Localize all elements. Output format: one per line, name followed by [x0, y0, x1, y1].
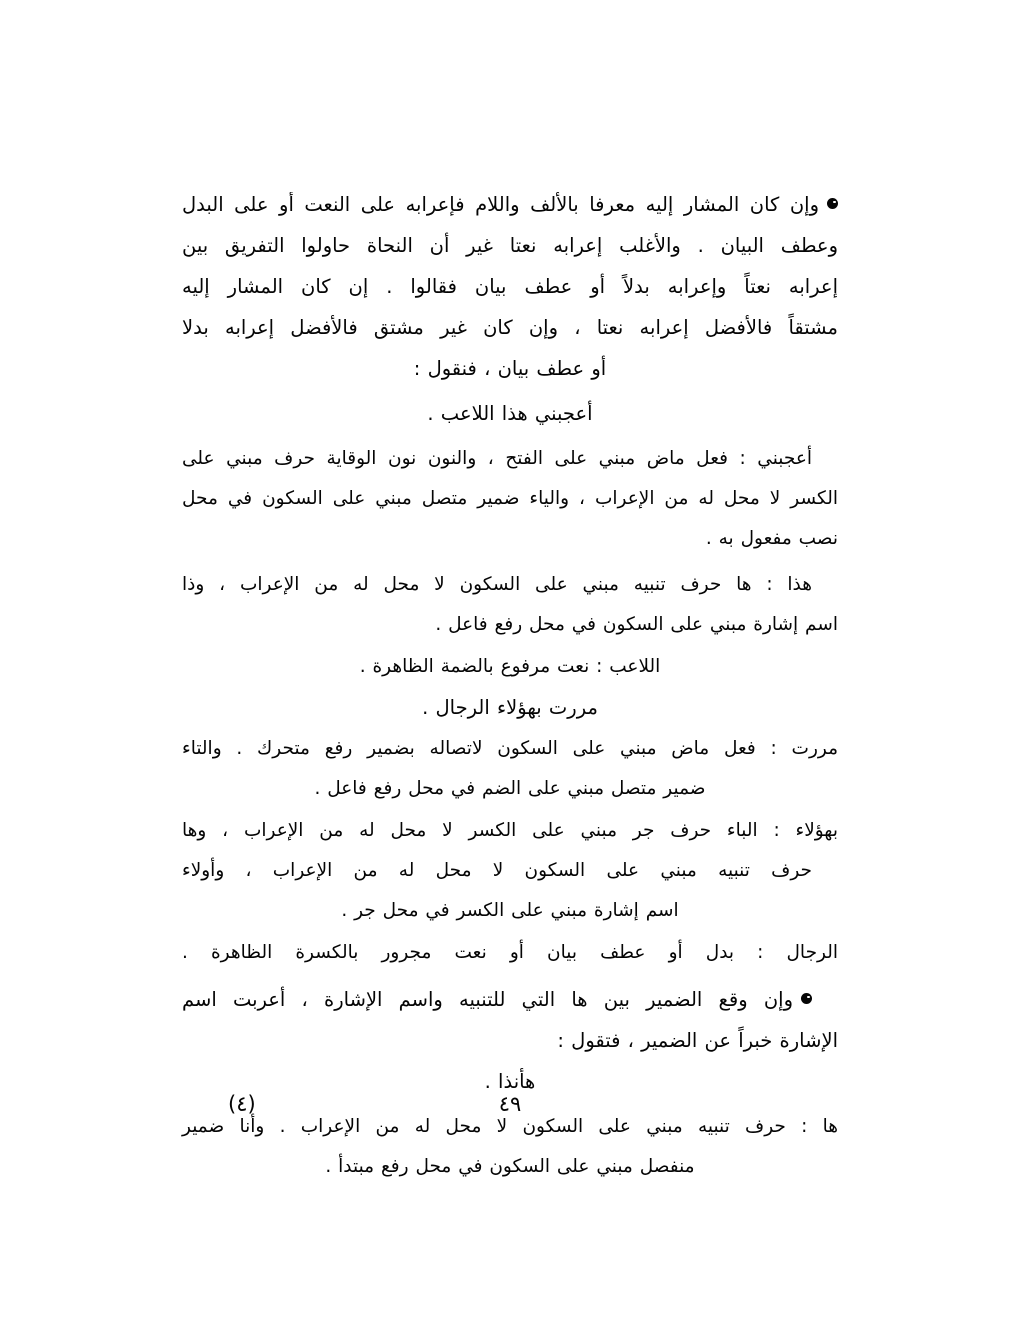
analysis-3-line-1-row [182, 649, 838, 685]
filled-circle-bullet-icon-2 [801, 993, 812, 1004]
analysis-3-line-1: اللاعب : نعت مرفوع بالضمة الظاهرة . [359, 656, 661, 677]
paragraph-block-1 [182, 186, 838, 223]
example-sentence-2-text: مررت بهؤلاء الرجال . [422, 696, 598, 719]
example-sentence-3-text: هأنذا . [484, 1070, 536, 1093]
analysis-1-line-3-row [182, 521, 838, 557]
analysis-2-line-2-row [182, 607, 838, 643]
analysis-5-line-1: بهؤلاء : الباء حرف جر مبني على الكسر لا محل له من الإعراب ، وها [182, 820, 838, 841]
paragraph-block-2-line-2-row [182, 1022, 838, 1059]
analysis-5-line-3: اسم إشارة مبني على الكسر في محل جر . [341, 900, 679, 921]
page-footer [0, 1092, 1020, 1132]
analysis-7-line-2: منفصل مبني على السكون في محل رفع مبتدأ . [325, 1156, 695, 1177]
paragraph-block-1-line-4-row [182, 309, 838, 346]
analysis-1-line-1: أعجبني : فعل ماض مبني على الفتح ، والنون نون الوقاية حرف مبني على [182, 448, 812, 469]
example-sentence-2 [182, 691, 838, 725]
paragraph-block-1-line-3-row [182, 268, 838, 305]
analysis-5-line-2: حرف تنبيه مبني على السكون لا محل له من الإعراب ، وأولاء [182, 860, 812, 881]
analysis-6-line-1-row [182, 935, 838, 971]
analysis-1-line-2-row [182, 481, 838, 517]
analysis-2-line-1: هذا : ها حرف تنبيه مبني على السكون لا محل له من الإعراب ، وذا [182, 574, 812, 595]
analysis-5-line-1-row [182, 813, 838, 849]
analysis-4-line-1: مررت : فعل ماض مبني على السكون لاتصاله بضمير رفع متحرك . والتاء [182, 738, 838, 759]
footer-signature-mark: (٤) [228, 1092, 256, 1116]
analysis-2-line-1-row [182, 567, 838, 603]
paragraph-block-1-line-5-row [182, 350, 838, 387]
page-number: ٤٩ [498, 1092, 522, 1116]
analysis-5-line-3-row [182, 893, 838, 929]
analysis-7-line-1: ها : حرف تنبيه مبني على السكون لا محل له من الإعراب . وأنا ضمير [182, 1116, 838, 1137]
paragraph-block-2-line-1: وإن وقع الضمير بين ها التي للتنبيه واسم الإشارة ، أعربت اسم [182, 988, 793, 1011]
analysis-6-line-1: الرجال : بدل أو عطف بيان أو نعت مجرور بالكسرة الظاهرة . [182, 942, 838, 963]
analysis-2-line-2: اسم إشارة مبني على السكون في محل رفع فاعل . [435, 614, 838, 635]
paragraph-block-2-line-2: الإشارة خبراً عن الضمير ، فتقول : [557, 1029, 838, 1052]
example-sentence-1 [182, 397, 838, 431]
analysis-7-line-2-row [182, 1149, 838, 1185]
paragraph-block-1-line-3: إعرابه نعتاً وإعرابه بدلاً أو عطف بيان فقالوا . إن كان المشار إليه [182, 275, 838, 298]
analysis-1-line-2: الكسر لا محل له من الإعراب ، والياء ضمير متصل مبني على السكون في محل [182, 488, 838, 509]
paragraph-block-1-line-2-row [182, 227, 838, 264]
paragraph-block-1-line-2: وعطف البيان . والأغلب إعرابه نعتا غير أن النحاة حاولوا التفريق بين [182, 234, 838, 257]
analysis-4-line-2-row [182, 771, 838, 807]
paragraph-block-2 [182, 981, 838, 1018]
paragraph-block-1-line-5: أو عطف بيان ، فنقول : [413, 357, 607, 380]
paragraph-block-1-line-1: وإن كان المشار إليه معرفا بالألف واللام فإعرابه على النعت أو على البدل [182, 193, 819, 216]
analysis-5-line-2-row [182, 853, 838, 889]
analysis-4-line-2: ضمير متصل مبني على الضم في محل رفع فاعل . [314, 778, 706, 799]
paragraph-block-1-line-4: مشتقاً فالأفضل إعرابه نعتا ، وإن كان غير مشتق فالأفضل إعرابه بدلا [182, 316, 838, 339]
filled-circle-bullet-icon [827, 198, 838, 209]
analysis-4-line-1-row [182, 731, 838, 767]
analysis-1-line-1-row [182, 441, 838, 477]
analysis-1-line-3: نصب مفعول به . [705, 528, 838, 549]
example-sentence-1-text: أعجبني هذا اللاعب . [427, 402, 593, 425]
page-text-column [182, 186, 838, 1189]
